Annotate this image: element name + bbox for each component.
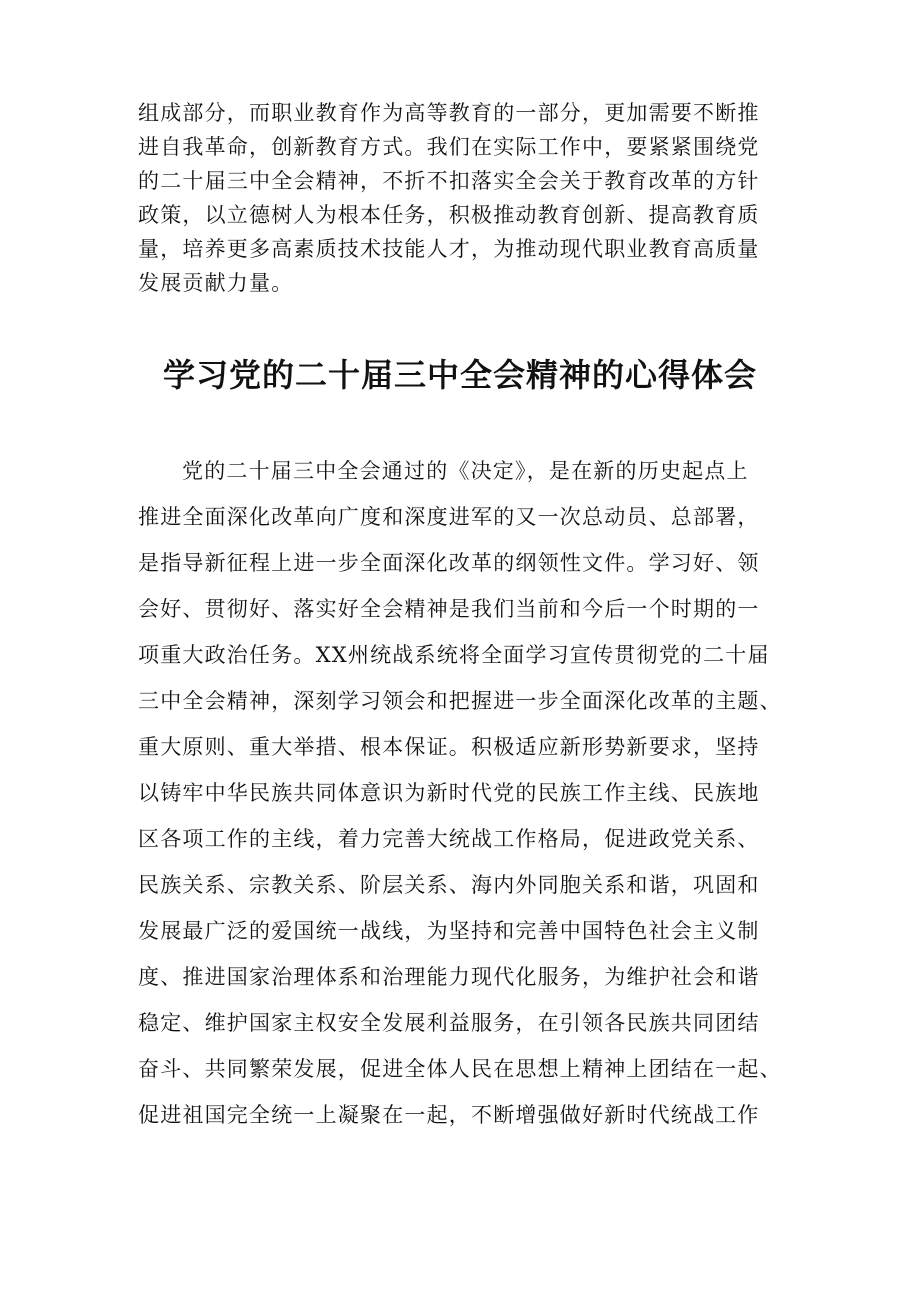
text-line: 促进祖国完全统一上凝聚在一起，不断增强做好新时代统战工作: [138, 1103, 760, 1127]
text-line: 重大原则、重大举措、根本保证。积极适应新形势新要求，坚持: [138, 735, 760, 759]
text-line: 政策，以立德树人为根本任务，积极推动教育创新、提高教育质: [138, 203, 760, 227]
text-line: 度、推进国家治理体系和治理能力现代化服务，为维护社会和谐: [138, 965, 760, 989]
text-line: 量，培养更多高素质技术技能人才，为推动现代职业教育高质量: [138, 237, 760, 261]
text-line: 发展贡献力量。: [138, 271, 294, 295]
text-line: 奋斗、共同繁荣发展，促进全体人民在思想上精神上团结在一起、: [138, 1057, 782, 1081]
text-line: 的二十届三中全会精神，不折不扣落实全会关于教育改革的方针: [138, 169, 760, 193]
text-line: 会好、贯彻好、落实好全会精神是我们当前和今后一个时期的一: [138, 597, 760, 621]
text-line: 进自我革命，创新教育方式。我们在实际工作中，要紧紧围绕党: [138, 135, 760, 159]
text-line: 项重大政治任务。XX州统战系统将全面学习宣传贯彻党的二十届: [138, 643, 770, 667]
text-line: 党的二十届三中全会通过的《决定》，是在新的历史起点上: [182, 459, 749, 483]
text-line: 是指导新征程上进一步全面深化改革的纲领性文件。学习好、领: [138, 551, 760, 575]
text-line: 三中全会精神，深刻学习领会和把握进一步全面深化改革的主题、: [138, 689, 782, 713]
text-line: 组成部分，而职业教育作为高等教育的一部分，更加需要不断推: [138, 101, 760, 125]
text-line: 区各项工作的主线，着力完善大统战工作格局，促进政党关系、: [138, 827, 760, 851]
article-title: 学习党的二十届三中全会精神的心得体会: [162, 356, 757, 394]
article-body-paragraph: [138, 448, 798, 1138]
text-line: 稳定、维护国家主权安全发展利益服务，在引领各民族共同团结: [138, 1011, 760, 1035]
text-line: 民族关系、宗教关系、阶层关系、海内外同胞关系和谐，巩固和: [138, 873, 760, 897]
text-line: 推进全面深化改革向广度和深度进军的又一次总动员、总部署，: [138, 505, 760, 529]
previous-section-paragraph: [138, 96, 798, 300]
text-line: 以铸牢中华民族共同体意识为新时代党的民族工作主线、民族地: [138, 781, 760, 805]
text-line: 发展最广泛的爱国统一战线，为坚持和完善中国特色社会主义制: [138, 919, 760, 943]
